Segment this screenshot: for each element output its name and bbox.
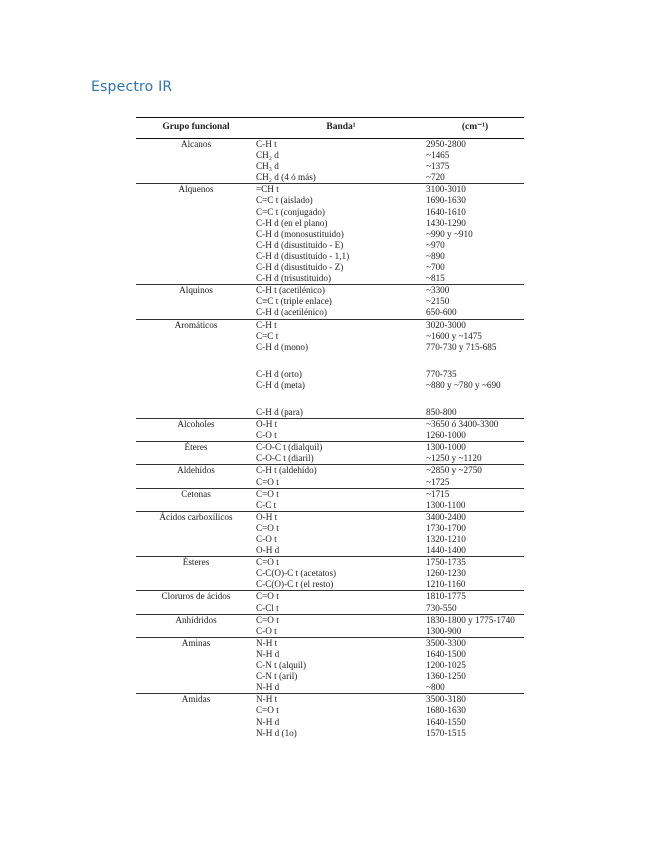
value-cell: 3100-3010 bbox=[426, 184, 524, 196]
band-cell: C-H d (disustituido - 1,1) bbox=[256, 250, 350, 261]
band-cell: C-O-C t (diaril) bbox=[256, 453, 314, 464]
band-cell: C-H d (orto) bbox=[256, 368, 302, 379]
table-row bbox=[136, 285, 524, 297]
band-cell: C-O t bbox=[256, 534, 277, 544]
band-cell: C=C t bbox=[256, 330, 279, 341]
band-cell: C-C t bbox=[256, 499, 277, 510]
band-cell: C-H t bbox=[256, 139, 426, 151]
group-name: Anhídridos bbox=[136, 614, 256, 637]
table-header-row bbox=[136, 118, 524, 139]
band-cell bbox=[256, 391, 426, 407]
band-cell: N-H d bbox=[256, 682, 280, 693]
band-cell: C=O t bbox=[256, 591, 426, 603]
value-cell: 2950-2800 bbox=[426, 139, 524, 151]
value-cell: 1810-1775 bbox=[426, 591, 524, 603]
band-cell: C-H t (acetilénico) bbox=[256, 285, 426, 297]
band-cell: C-H d (monosustituido) bbox=[256, 228, 344, 239]
value-cell: 1570-1515 bbox=[426, 727, 466, 738]
value-cell: ~720 bbox=[426, 172, 445, 183]
value-cell bbox=[426, 391, 524, 407]
band-cell: C-H d (acetilénico) bbox=[256, 307, 327, 318]
group-name: Amidas bbox=[136, 694, 256, 739]
ir-table bbox=[136, 117, 524, 739]
value-cell: 850-800 bbox=[426, 406, 457, 417]
band-cell: CH₂ d bbox=[256, 150, 279, 161]
table-row bbox=[136, 637, 524, 649]
band-cell: N-H t bbox=[256, 637, 426, 649]
group-name: Éteres bbox=[136, 442, 256, 465]
value-cell: ~990 y ~910 bbox=[426, 228, 473, 239]
table-row bbox=[136, 139, 524, 151]
band-cell: O-H t bbox=[256, 511, 426, 523]
band-cell: C-H d (para) bbox=[256, 406, 303, 417]
value-cell: 1210-1160 bbox=[426, 579, 466, 590]
value-cell: ~880 y ~780 y ~690 bbox=[426, 379, 501, 390]
band-cell: C=C t (aislado) bbox=[256, 195, 313, 206]
value-cell: ~1375 bbox=[426, 161, 450, 172]
group-name: Aromáticos bbox=[136, 319, 256, 419]
band-cell: C=O t bbox=[256, 476, 279, 487]
band-cell: C-H d (meta) bbox=[256, 379, 305, 390]
band-cell: C-H d (trisustituido) bbox=[256, 273, 332, 284]
value-cell: 1750-1735 bbox=[426, 557, 524, 569]
value-cell: 1640-1550 bbox=[426, 716, 466, 727]
value-cell: 1320-1210 bbox=[426, 534, 466, 544]
group-name: Cetonas bbox=[136, 488, 256, 511]
band-cell: C-C(O)-C t (el resto) bbox=[256, 579, 334, 590]
value-cell: 1300-900 bbox=[426, 625, 462, 636]
group-name: Alquinos bbox=[136, 285, 256, 319]
value-cell: 1690-1630 bbox=[426, 195, 466, 206]
value-cell: 770-730 y 715-685 bbox=[426, 341, 497, 352]
group-name: Cloruros de ácidos bbox=[136, 591, 256, 614]
value-cell: 1300-1000 bbox=[426, 442, 524, 454]
band-cell: CH₂ d (4 ó más) bbox=[256, 172, 316, 183]
band-cell: =CH t bbox=[256, 184, 426, 196]
group-name: Alcoholes bbox=[136, 419, 256, 442]
value-cell: 1260-1230 bbox=[426, 568, 466, 579]
table-row bbox=[136, 488, 524, 500]
table-row bbox=[136, 465, 524, 477]
table-row bbox=[136, 694, 524, 706]
band-cell: C-H t (aldehído) bbox=[256, 465, 426, 477]
table-row bbox=[136, 419, 524, 431]
value-cell: 1360-1250 bbox=[426, 671, 466, 682]
group-name: Aldehídos bbox=[136, 465, 256, 488]
value-cell: ~700 bbox=[426, 262, 445, 273]
band-cell: C-H t bbox=[256, 319, 426, 331]
band-cell: C-O t bbox=[256, 430, 277, 441]
band-cell: C-H d (en el plano) bbox=[256, 217, 328, 228]
value-cell: ~2850 y ~2750 bbox=[426, 465, 524, 477]
value-cell: 3400-2400 bbox=[426, 511, 524, 523]
table-row bbox=[136, 557, 524, 569]
band-cell: C-O-C t (dialquil) bbox=[256, 442, 426, 454]
value-cell: ~2150 bbox=[426, 296, 450, 307]
band-cell: C=O t bbox=[256, 557, 426, 569]
value-cell: 1440-1400 bbox=[426, 545, 466, 556]
band-cell: O-H d bbox=[256, 545, 280, 556]
band-cell: C=O t bbox=[256, 488, 426, 500]
value-cell: 1300-1100 bbox=[426, 499, 466, 510]
header-band: Banda¹ bbox=[256, 118, 426, 139]
value-cell: ~1600 y ~1475 bbox=[426, 330, 482, 341]
value-cell: 1200-1025 bbox=[426, 660, 466, 671]
value-cell: ~1715 bbox=[426, 488, 524, 500]
value-cell: ~815 bbox=[426, 273, 445, 284]
value-cell: ~890 bbox=[426, 250, 445, 261]
band-cell: N-H d bbox=[256, 716, 280, 727]
value-cell: 3500-3180 bbox=[426, 694, 524, 706]
table-row bbox=[136, 442, 524, 454]
band-cell: N-H d (1o) bbox=[256, 727, 297, 738]
band-cell: O-H t bbox=[256, 419, 426, 431]
band-cell: C-C(O)-C t (acetatos) bbox=[256, 568, 337, 579]
group-name: Ácidos carboxílicos bbox=[136, 511, 256, 556]
band-cell: C-O t bbox=[256, 625, 277, 636]
table-row bbox=[136, 614, 524, 626]
value-cell: 1430-1290 bbox=[426, 217, 466, 228]
value-cell: 730-550 bbox=[426, 602, 457, 613]
header-freq: (cm⁻¹) bbox=[426, 118, 524, 139]
band-cell: C=C t (conjugado) bbox=[256, 206, 325, 217]
band-cell: C-H d (mono) bbox=[256, 341, 309, 352]
band-cell: C-N t (alquil) bbox=[256, 660, 307, 671]
value-cell: 1640-1500 bbox=[426, 648, 466, 659]
value-cell: 650-600 bbox=[426, 307, 457, 318]
value-cell: 1260-1000 bbox=[426, 430, 466, 441]
value-cell: 1640-1610 bbox=[426, 206, 466, 217]
band-cell: C≡C t (triple enlace) bbox=[256, 296, 332, 307]
band-cell: CH₃ d bbox=[256, 161, 279, 172]
header-group: Grupo funcional bbox=[136, 118, 256, 139]
band-cell: C=O t bbox=[256, 614, 426, 626]
value-cell: ~800 bbox=[426, 682, 445, 693]
value-cell: 1830-1800 y 1775-1740 bbox=[426, 614, 524, 626]
group-name: Aminas bbox=[136, 637, 256, 693]
page-title: Espectro IR bbox=[91, 79, 173, 95]
group-name: Alquenos bbox=[136, 184, 256, 285]
value-cell: ~1250 y ~1120 bbox=[426, 453, 482, 464]
value-cell bbox=[426, 353, 524, 369]
band-cell: C=O t bbox=[256, 705, 279, 716]
table-row bbox=[136, 319, 524, 331]
value-cell: ~3650 ó 3400-3300 bbox=[426, 419, 524, 431]
table-row bbox=[136, 591, 524, 603]
value-cell: 1680-1630 bbox=[426, 705, 466, 716]
table-row bbox=[136, 184, 524, 196]
value-cell: ~970 bbox=[426, 239, 445, 250]
value-cell: ~1725 bbox=[426, 476, 450, 487]
value-cell: ~3300 bbox=[426, 285, 524, 297]
band-cell: N-H t bbox=[256, 694, 426, 706]
band-cell: C-Cl t bbox=[256, 602, 279, 613]
group-name: Ésteres bbox=[136, 557, 256, 591]
band-cell: C=O t bbox=[256, 522, 279, 533]
value-cell: 3020-3000 bbox=[426, 319, 524, 331]
value-cell: 770-735 bbox=[426, 368, 457, 379]
value-cell: 1730-1700 bbox=[426, 522, 466, 533]
table-row bbox=[136, 511, 524, 523]
value-cell: 3500-3300 bbox=[426, 637, 524, 649]
band-cell: C-H d (disustituido - E) bbox=[256, 239, 344, 250]
band-cell: N-H d bbox=[256, 648, 280, 659]
band-cell: C-H d (disustituido - Z) bbox=[256, 262, 344, 273]
band-cell: C-N t (aril) bbox=[256, 671, 298, 682]
band-cell bbox=[256, 353, 426, 369]
group-name: Alcanos bbox=[136, 139, 256, 184]
value-cell: ~1465 bbox=[426, 150, 450, 161]
table-body bbox=[136, 139, 524, 739]
